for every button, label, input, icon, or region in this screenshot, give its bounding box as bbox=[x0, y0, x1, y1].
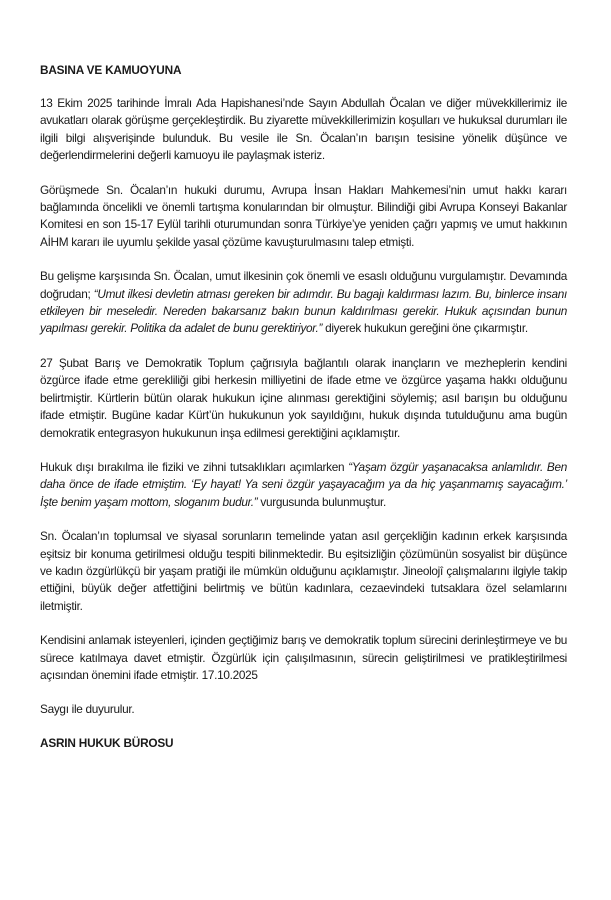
paragraph-text: Hukuk dışı bırakılma ile fiziki ve zihni tutsaklıkları açımlarken bbox=[40, 459, 349, 474]
paragraph-text: diyerek hukukun gereğini öne çıkarmıştır. bbox=[322, 321, 528, 336]
paragraph-freedom-quote bbox=[40, 459, 567, 511]
paragraph-hope-principle bbox=[40, 268, 567, 338]
paragraph-legal-status bbox=[40, 182, 567, 252]
paragraph-text: 13 Ekim 2025 tarihinde İmralı Ada Hapishanesi’nde Sayın Abdullah Öcalan ve diğer müvekkillerimiz ile avukatları olarak görüşme gerçekleştirdik. Bu ziyarette müvekkillerimizin koşulları ve hukuksal durumları ile ilgili bilgi alışverişinde bulunduk. Bu vesile ile Sn. Öcalan’ın barışın tesisine yönelik düşünce ve değerlendirmelerini değerli kamuoyu ile paylaşmak isteriz. bbox=[40, 96, 567, 163]
paragraph-text: Görüşmede Sn. Öcalan’ın hukuki durumu, Avrupa İnsan Hakları Mahkemesi’nin umut hakkı kararı bağlamında öncelikli ve önemli tartışma konularından bir olmuştur. Bilindiği gibi Avrupa Konseyi Bakanlar Komitesi en son 15-17 Eylül tarihli oturumundan sonra Türkiye’ye yeniden çağrı yapmış ve umut hakkının AİHM kararı ile uyumlu şekilde yasal çözüme kavuşturulmasını talep etmişti. bbox=[40, 182, 567, 249]
paragraph-women-equality bbox=[40, 528, 567, 615]
paragraph-text: Kendisini anlamak isteyenleri, içinden geçtiğimiz barış ve demokratik toplum sürecini derinleştirmeye ve bu sürece katılmaya davet etmiştir. Özgürlük için çalışılmasının, sürecin geliştirilmesi ve pratikleştirilmesi açısından önemini ifade etmiştir. 17.10.2025 bbox=[40, 633, 567, 682]
paragraph-text: vurgusunda bulunmuştur. bbox=[257, 494, 386, 509]
paragraph-invitation bbox=[40, 632, 567, 684]
signature-law-office: ASRIN HUKUK BÜROSU bbox=[40, 735, 174, 750]
paragraph-peace-call bbox=[40, 355, 567, 442]
document-page bbox=[40, 63, 567, 750]
quote-hope-principle: “Umut ilkesi devletin atması gereken bir adımdır. Bu bagajı kaldırması lazım. Bu, binlerce insanı etkileyen bir meseledir. Nereden bakarsanız bakın bunun kaldırılması gerekir. Hukuk açısından bunun yapılması gerekir. Politika da adalet de bunu gerektiriyor.” bbox=[40, 286, 567, 336]
quote-free-life: “Yaşam özgür yaşanacaksa anlamlıdır. Ben daha önce de ifade etmiştim. ‘Ey hayat! Ya seni özgür yaşayacağım ya da hiç yaşanmamış sayacağım.’ İşte benim yaşam mottom, sloganım budur.” bbox=[40, 459, 567, 509]
document-title: BASINA VE KAMUOYUNA bbox=[40, 63, 182, 77]
closing-salutation: Saygı ile duyurulur. bbox=[40, 702, 135, 717]
paragraph-meeting-intro bbox=[40, 95, 567, 165]
paragraph-text: 27 Şubat Barış ve Demokratik Toplum çağrısıyla bağlantılı olarak inançların ve mezheplerin kendini özgürce ifade etme gerekliliği gibi herkesin milliyetini de ifade etme ve özgürce yaşama hakkı olduğunu belirtmiştir. Kürtlerin bütün olarak hukukun içine alınması gerektiğini söylemiş; asıl barışın bu olduğunu ifade etmiştir. Bugüne kadar Kürt’ün hukukunun yok sayıldığını, hukuk dışında tutulduğunu ama bugün demokratik entegrasyon hukukunun inşa edilmesi gerektiğini açıklamıştır. bbox=[40, 355, 567, 440]
paragraph-text: Bu gelişme karşısında Sn. Öcalan, umut ilkesinin çok önemli ve esaslı olduğunu vurgulamıştır. Devamında doğrudan; bbox=[40, 269, 567, 301]
paragraph-text: Sn. Öcalan’ın toplumsal ve siyasal sorunların temelinde yatan asıl gerçekliğin kadının erkek karşısında eşitsiz bir konuma getirilmesi olduğu tespiti bilinmektedir. Bu eşitsizliğin çözümünün sosyalist bir düşünce ve kadın özgürlükçü bir yaşam pratiği ile mümkün olduğunu açıklamıştır. Jineolojî çalışmalarını ilgiyle takip ettiğini, büyük değer atfettiğini belirtmiş ve bütün kadınlara, cezaevindeki tutsaklara özel selamlarını iletmiştir. bbox=[40, 529, 567, 613]
